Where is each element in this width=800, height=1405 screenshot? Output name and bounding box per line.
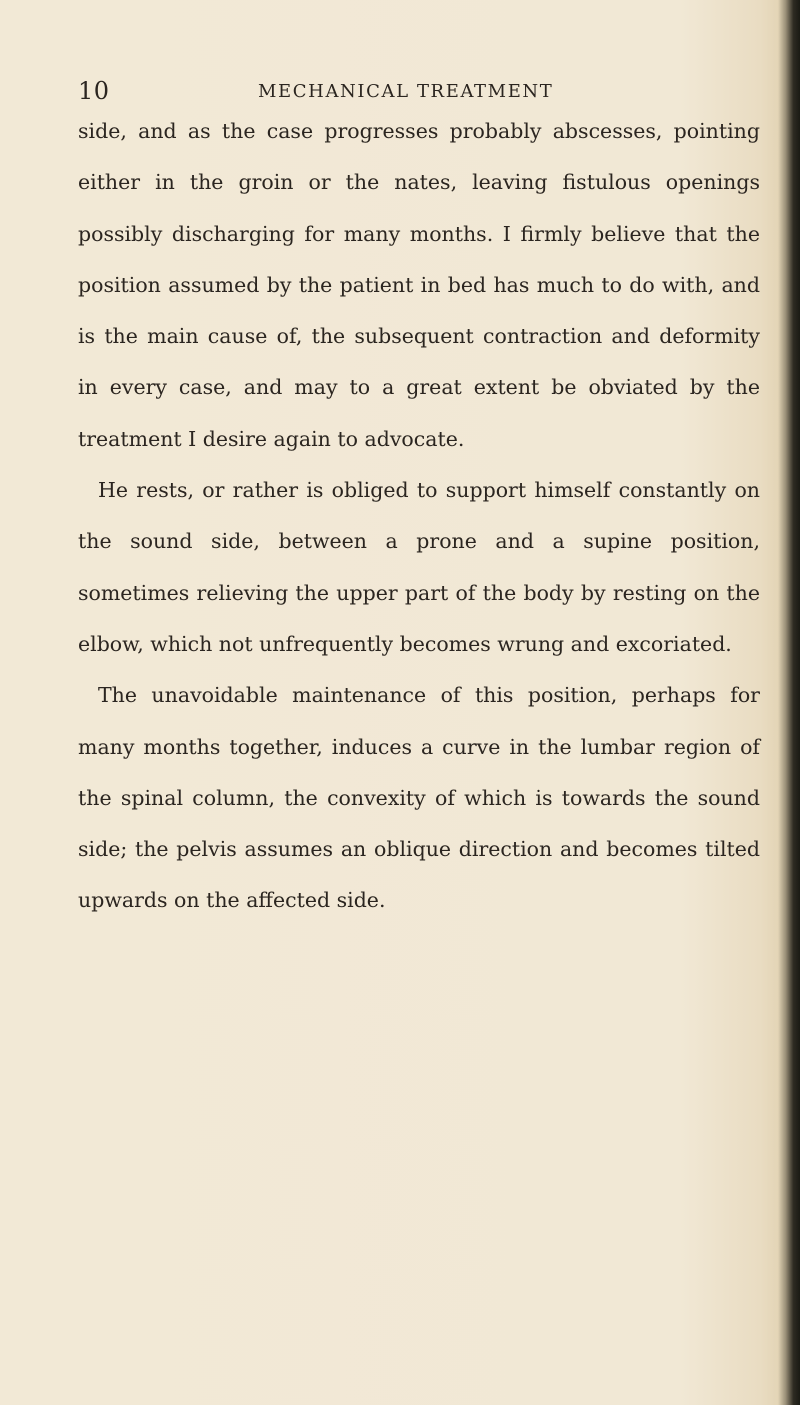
page-number: 10 [78, 77, 110, 105]
paragraph-continued: side, and as the case progresses probably abscesses, pointing either in the groin or the nates, leaving fistulous openings possibly discharging for many months. I firmly believe that the position assumed by the patient in bed has much to do with, and is the main cause of, the subsequent contraction and deformity in every case, and may to a great extent be obviated by the treatment I desire again to advocate. [78, 119, 760, 451]
page-edge-shadow [778, 0, 800, 1405]
paragraph: He rests, or rather is obliged to support himself constantly on the sound side, between a prone and a supine position, sometimes relieving the upper part of the body by resting on the elbow, which not unfrequently becomes wrung and excoriated. [78, 478, 760, 656]
paragraph: The unavoidable maintenance of this position, perhaps for many months together, induces a curve in the lumbar region of the spinal column, the convexity of which is towards the sound side; the pelvis assumes an oblique direction and becomes tilted upwards on the affected side. [78, 683, 760, 913]
running-head: MECHANICAL TREATMENT [258, 81, 554, 102]
body-text [78, 106, 760, 927]
